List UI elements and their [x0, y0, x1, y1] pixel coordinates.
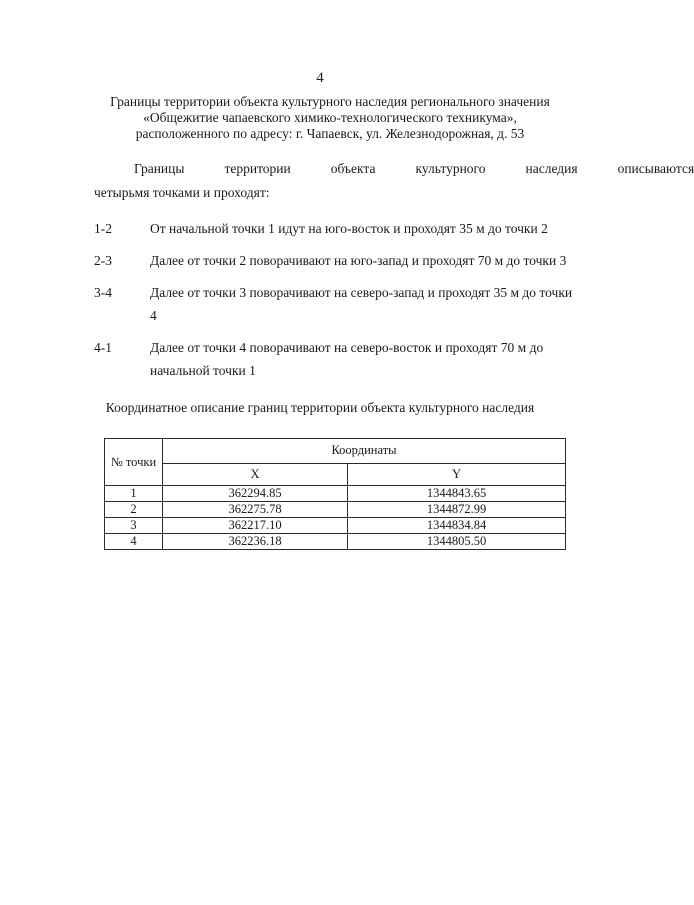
cell-x: 362275.78 [163, 502, 348, 518]
cell-x: 362217.10 [163, 518, 348, 534]
intro-word: описываются [617, 161, 694, 176]
page-number: 4 [316, 70, 324, 86]
coordinates-table-title: Координатное описание границ территории объекта культурного наследия [105, 400, 535, 415]
segment-number: 4-1 [94, 340, 112, 355]
segment-item [94, 217, 574, 240]
table-row [105, 502, 566, 518]
segment-item [94, 249, 574, 272]
table-row [105, 518, 566, 534]
column-group-header-coordinates: Координаты [163, 439, 566, 464]
heading-line: «Общежитие чапаевского химико-технологического техникума», [143, 110, 517, 125]
intro-paragraph [94, 157, 694, 205]
document-heading [60, 94, 600, 142]
table-row [105, 534, 566, 550]
segment-description: Далее от точки 2 поворачивают на юго-запад и проходят 70 м до точки 3 [150, 253, 567, 268]
segment-description: Далее от точки 3 поворачивают на северо-запад и проходят 35 м до точки 4 [150, 285, 573, 323]
heading-line: Границы территории объекта культурного наследия регионального значения [110, 94, 550, 109]
cell-x: 362294.85 [163, 486, 348, 502]
intro-word: территории [224, 161, 291, 176]
intro-word: объекта [330, 161, 376, 176]
column-header-x: X [163, 463, 348, 485]
segment-number: 1-2 [94, 221, 112, 236]
column-header-y: Y [348, 463, 566, 485]
boundary-segments-list [94, 217, 574, 391]
cell-point: 4 [105, 534, 163, 550]
cell-point: 1 [105, 486, 163, 502]
cell-y: 1344834.84 [348, 518, 566, 534]
segment-item [94, 281, 574, 327]
cell-y: 1344843.65 [348, 486, 566, 502]
cell-point: 2 [105, 502, 163, 518]
cell-y: 1344805.50 [348, 534, 566, 550]
segment-description: Далее от точки 4 поворачивают на северо-восток и проходят 70 м до начальной точки 1 [150, 340, 544, 378]
coordinates-table [104, 438, 566, 550]
intro-word: Границы [134, 161, 185, 176]
cell-point: 3 [105, 518, 163, 534]
intro-line-1 [94, 157, 694, 181]
heading-line: расположенного по адресу: г. Чапаевск, ул. Железнодорожная, д. 53 [135, 126, 525, 141]
segment-number: 3-4 [94, 285, 112, 300]
intro-word: культурного [415, 161, 486, 176]
intro-line-2: четырьмя точками и проходят: [94, 185, 270, 200]
segment-item [94, 336, 574, 382]
column-header-point: № точки [105, 439, 163, 486]
segment-description: От начальной точки 1 идут на юго-восток и проходят 35 м до точки 2 [150, 221, 548, 236]
cell-x: 362236.18 [163, 534, 348, 550]
segment-number: 2-3 [94, 253, 112, 268]
cell-y: 1344872.99 [348, 502, 566, 518]
table-row [105, 486, 566, 502]
intro-word: наследия [525, 161, 578, 176]
